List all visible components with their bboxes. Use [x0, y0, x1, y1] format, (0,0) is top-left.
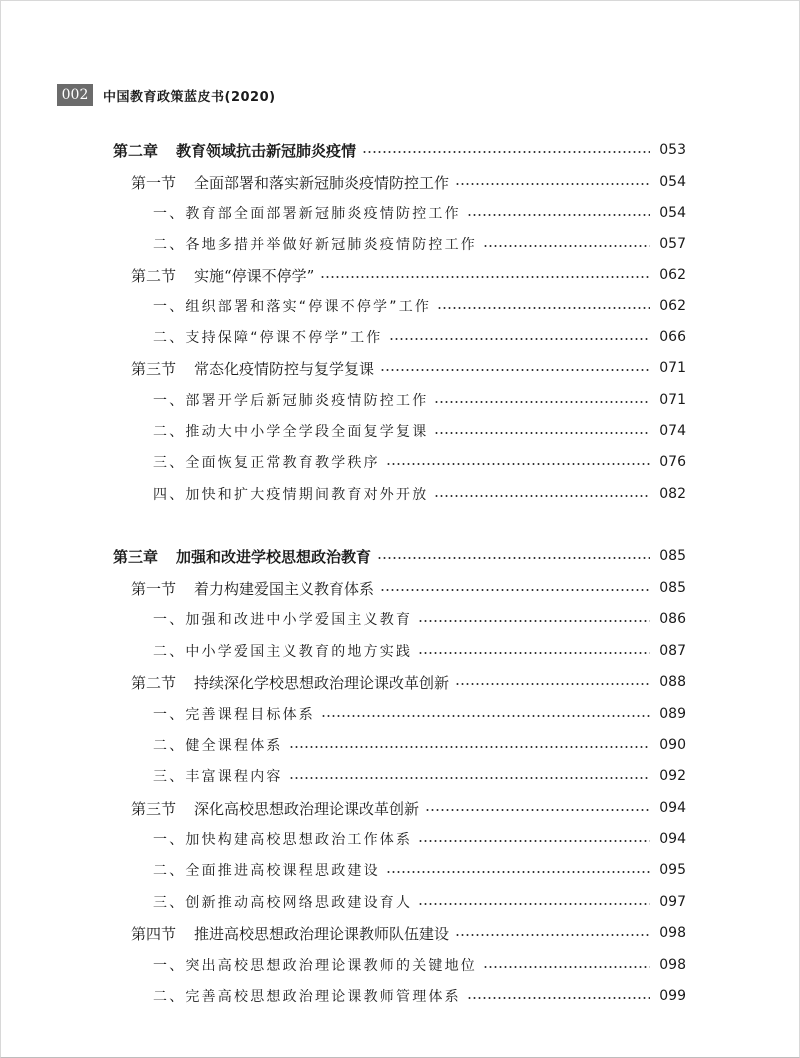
- toc-item-label: [153, 704, 315, 724]
- toc-item-row[interactable]: [153, 607, 686, 631]
- toc-section-row[interactable]: [131, 576, 686, 600]
- toc-section-label: [131, 358, 374, 379]
- toc-chapter-number: 第三章: [113, 547, 159, 566]
- toc-page-number: 095: [659, 862, 686, 878]
- toc-page-number: 066: [659, 329, 686, 345]
- toc-item-label: [153, 203, 461, 223]
- toc-page-number: 062: [659, 267, 686, 283]
- dot-leader: [389, 338, 650, 340]
- toc-item-row[interactable]: [153, 858, 686, 882]
- dot-leader: [386, 463, 650, 465]
- toc-chapter-number: 第二章: [113, 141, 159, 160]
- toc-section-row[interactable]: [131, 356, 686, 380]
- toc-section-title: 常态化疫情防控与复学复课: [194, 359, 375, 378]
- toc-item-title: 二、各地多措并举做好新冠肺炎疫情防控工作: [153, 237, 477, 253]
- toc-item-row[interactable]: [153, 890, 686, 914]
- toc-section-label: [131, 265, 314, 286]
- toc-page-number: 098: [659, 925, 686, 941]
- toc-item-label: [153, 421, 428, 441]
- toc-page-number: 097: [659, 894, 686, 910]
- toc-item-label: [153, 609, 412, 629]
- toc-section-number: 第三节: [131, 799, 177, 818]
- toc-section-number: 第四节: [131, 924, 177, 943]
- toc-item-label: [153, 327, 383, 347]
- toc-page-number: 099: [659, 988, 686, 1004]
- toc-page-number: 088: [659, 674, 686, 690]
- toc-section-title: 推进高校思想政治理论课教师队伍建设: [194, 924, 450, 943]
- dot-leader: [386, 871, 650, 873]
- page-number: 002: [57, 84, 93, 106]
- toc-item-label: [153, 484, 428, 504]
- toc-section-label: [131, 172, 449, 193]
- toc-page-number: 074: [659, 423, 686, 439]
- toc-item-label: [153, 892, 412, 912]
- toc-item-row[interactable]: [153, 953, 686, 977]
- toc-page-number: 085: [659, 580, 686, 596]
- toc-page-number: 054: [659, 174, 686, 190]
- toc-page-number: 076: [659, 454, 686, 470]
- toc-section-number: 第二节: [131, 673, 177, 692]
- toc-chapter-label: [113, 546, 371, 567]
- toc-section-label: [131, 923, 449, 944]
- dot-leader: [418, 840, 650, 842]
- toc-item-row[interactable]: [153, 419, 686, 443]
- toc-section-title: 着力构建爱国主义教育体系: [194, 579, 375, 598]
- toc-section-label: [131, 672, 449, 693]
- dot-leader: [362, 151, 650, 153]
- toc-item-row[interactable]: [153, 764, 686, 788]
- toc-item-title: 二、推动大中小学全学段全面复学复课: [153, 424, 429, 440]
- toc-item-label: [153, 766, 283, 786]
- dot-leader: [434, 495, 650, 497]
- toc-item-row[interactable]: [153, 984, 686, 1008]
- dot-leader: [320, 276, 650, 278]
- toc-item-row[interactable]: [153, 325, 686, 349]
- toc-section-row[interactable]: [131, 796, 686, 820]
- toc-item-row[interactable]: [153, 450, 686, 474]
- toc-section-row[interactable]: [131, 263, 686, 287]
- dot-leader: [289, 777, 650, 779]
- toc-chapter-title: 加强和改进学校思想政治教育: [176, 547, 372, 566]
- toc-page-number: 062: [659, 298, 686, 314]
- dot-leader: [434, 432, 650, 434]
- dot-leader: [380, 369, 650, 371]
- toc-section-title: 持续深化学校思想政治理论课改革创新: [194, 673, 450, 692]
- dot-leader: [455, 683, 650, 685]
- toc-item-title: 三、丰富课程内容: [153, 769, 283, 785]
- dot-leader: [437, 307, 650, 309]
- dot-leader: [434, 401, 650, 403]
- toc-item-label: [153, 986, 461, 1006]
- toc-item-title: 一、完善课程目标体系: [153, 707, 315, 723]
- toc-page-number: 089: [659, 706, 686, 722]
- dot-leader: [467, 214, 650, 216]
- toc-item-title: 一、组织部署和落实“停课不停学”工作: [153, 299, 432, 315]
- toc-section-row[interactable]: [131, 670, 686, 694]
- dot-leader: [418, 620, 650, 622]
- toc-section-number: 第三节: [131, 359, 177, 378]
- toc-item-label: [153, 452, 380, 472]
- toc-section-row[interactable]: [131, 921, 686, 945]
- toc-item-row[interactable]: [153, 201, 686, 225]
- dot-leader: [455, 183, 650, 185]
- toc-item-row[interactable]: [153, 232, 686, 256]
- toc-page-number: 092: [659, 768, 686, 784]
- toc-item-label: [153, 955, 477, 975]
- dot-leader: [321, 715, 650, 717]
- toc-section-number: 第一节: [131, 579, 177, 598]
- toc-item-title: 二、健全课程体系: [153, 738, 283, 754]
- dot-leader: [483, 245, 650, 247]
- dot-leader: [289, 746, 650, 748]
- toc-section-title: 深化高校思想政治理论课改革创新: [194, 799, 420, 818]
- toc-item-title: 二、支持保障“停课不停学”工作: [153, 330, 383, 346]
- toc-chapter-row[interactable]: [113, 544, 686, 568]
- toc-item-title: 一、突出高校思想政治理论课教师的关键地位: [153, 958, 477, 974]
- toc-section-number: 第二节: [131, 266, 177, 285]
- toc-item-row[interactable]: [153, 702, 686, 726]
- toc-item-row[interactable]: [153, 827, 686, 851]
- dot-leader: [418, 903, 650, 905]
- toc-chapter-title: 教育领域抗击新冠肺炎疫情: [176, 141, 357, 160]
- toc-item-title: 二、完善高校思想政治理论课教师管理体系: [153, 989, 461, 1005]
- toc-page-number: 071: [659, 360, 686, 376]
- toc-item-title: 三、创新推动高校网络思政建设育人: [153, 895, 413, 911]
- toc-item-title: 二、全面推进高校课程思政建设: [153, 863, 380, 879]
- running-header: [57, 84, 276, 106]
- toc-section-label: [131, 798, 419, 819]
- toc-item-label: [153, 860, 380, 880]
- toc-section-title: 全面部署和落实新冠肺炎疫情防控工作: [194, 173, 450, 192]
- toc-item-row[interactable]: [153, 639, 686, 663]
- toc-item-row[interactable]: [153, 388, 686, 412]
- toc-item-title: 四、加快和扩大疫情期间教育对外开放: [153, 487, 429, 503]
- toc-item-row[interactable]: [153, 733, 686, 757]
- dot-leader: [483, 966, 650, 968]
- toc-item-label: [153, 735, 283, 755]
- toc-item-title: 一、加强和改进中小学爱国主义教育: [153, 612, 413, 628]
- toc-page-number: 085: [659, 548, 686, 564]
- toc-item-label: [153, 390, 428, 410]
- dot-leader: [425, 809, 650, 811]
- toc-section-row[interactable]: [131, 170, 686, 194]
- toc-item-title: 二、中小学爱国主义教育的地方实践: [153, 644, 413, 660]
- toc-item-row[interactable]: [153, 482, 686, 506]
- toc-page-number: 071: [659, 392, 686, 408]
- dot-leader: [418, 652, 650, 654]
- toc-item-label: [153, 234, 477, 254]
- book-title: 中国教育政策蓝皮书(2020): [103, 89, 276, 105]
- toc-page-number: 086: [659, 611, 686, 627]
- toc-page-number: 057: [659, 236, 686, 252]
- toc-section-title: 实施“停课不停学”: [194, 266, 315, 285]
- toc-page-number: 053: [659, 142, 686, 158]
- dot-leader: [380, 589, 650, 591]
- toc-page-number: 094: [659, 831, 686, 847]
- toc-section-number: 第一节: [131, 173, 177, 192]
- toc-chapter-row[interactable]: [113, 138, 686, 162]
- dot-leader: [467, 997, 650, 999]
- toc-page-number: 054: [659, 205, 686, 221]
- dot-leader: [377, 557, 650, 559]
- toc-page-number: 087: [659, 643, 686, 659]
- toc-chapter-label: [113, 140, 356, 161]
- dot-leader: [455, 934, 650, 936]
- toc-item-title: 三、全面恢复正常教育教学秩序: [153, 455, 380, 471]
- toc-section-label: [131, 578, 374, 599]
- toc-item-label: [153, 641, 412, 661]
- toc-item-title: 一、加快构建高校思想政治工作体系: [153, 832, 413, 848]
- toc-page-number: 094: [659, 800, 686, 816]
- toc-item-title: 一、教育部全面部署新冠肺炎疫情防控工作: [153, 206, 461, 222]
- toc-page-number: 090: [659, 737, 686, 753]
- toc-item-label: [153, 296, 431, 316]
- toc-page-number: 082: [659, 486, 686, 502]
- toc-item-label: [153, 829, 412, 849]
- toc-item-row[interactable]: [153, 294, 686, 318]
- toc-page-number: 098: [659, 957, 686, 973]
- toc-item-title: 一、部署开学后新冠肺炎疫情防控工作: [153, 393, 429, 409]
